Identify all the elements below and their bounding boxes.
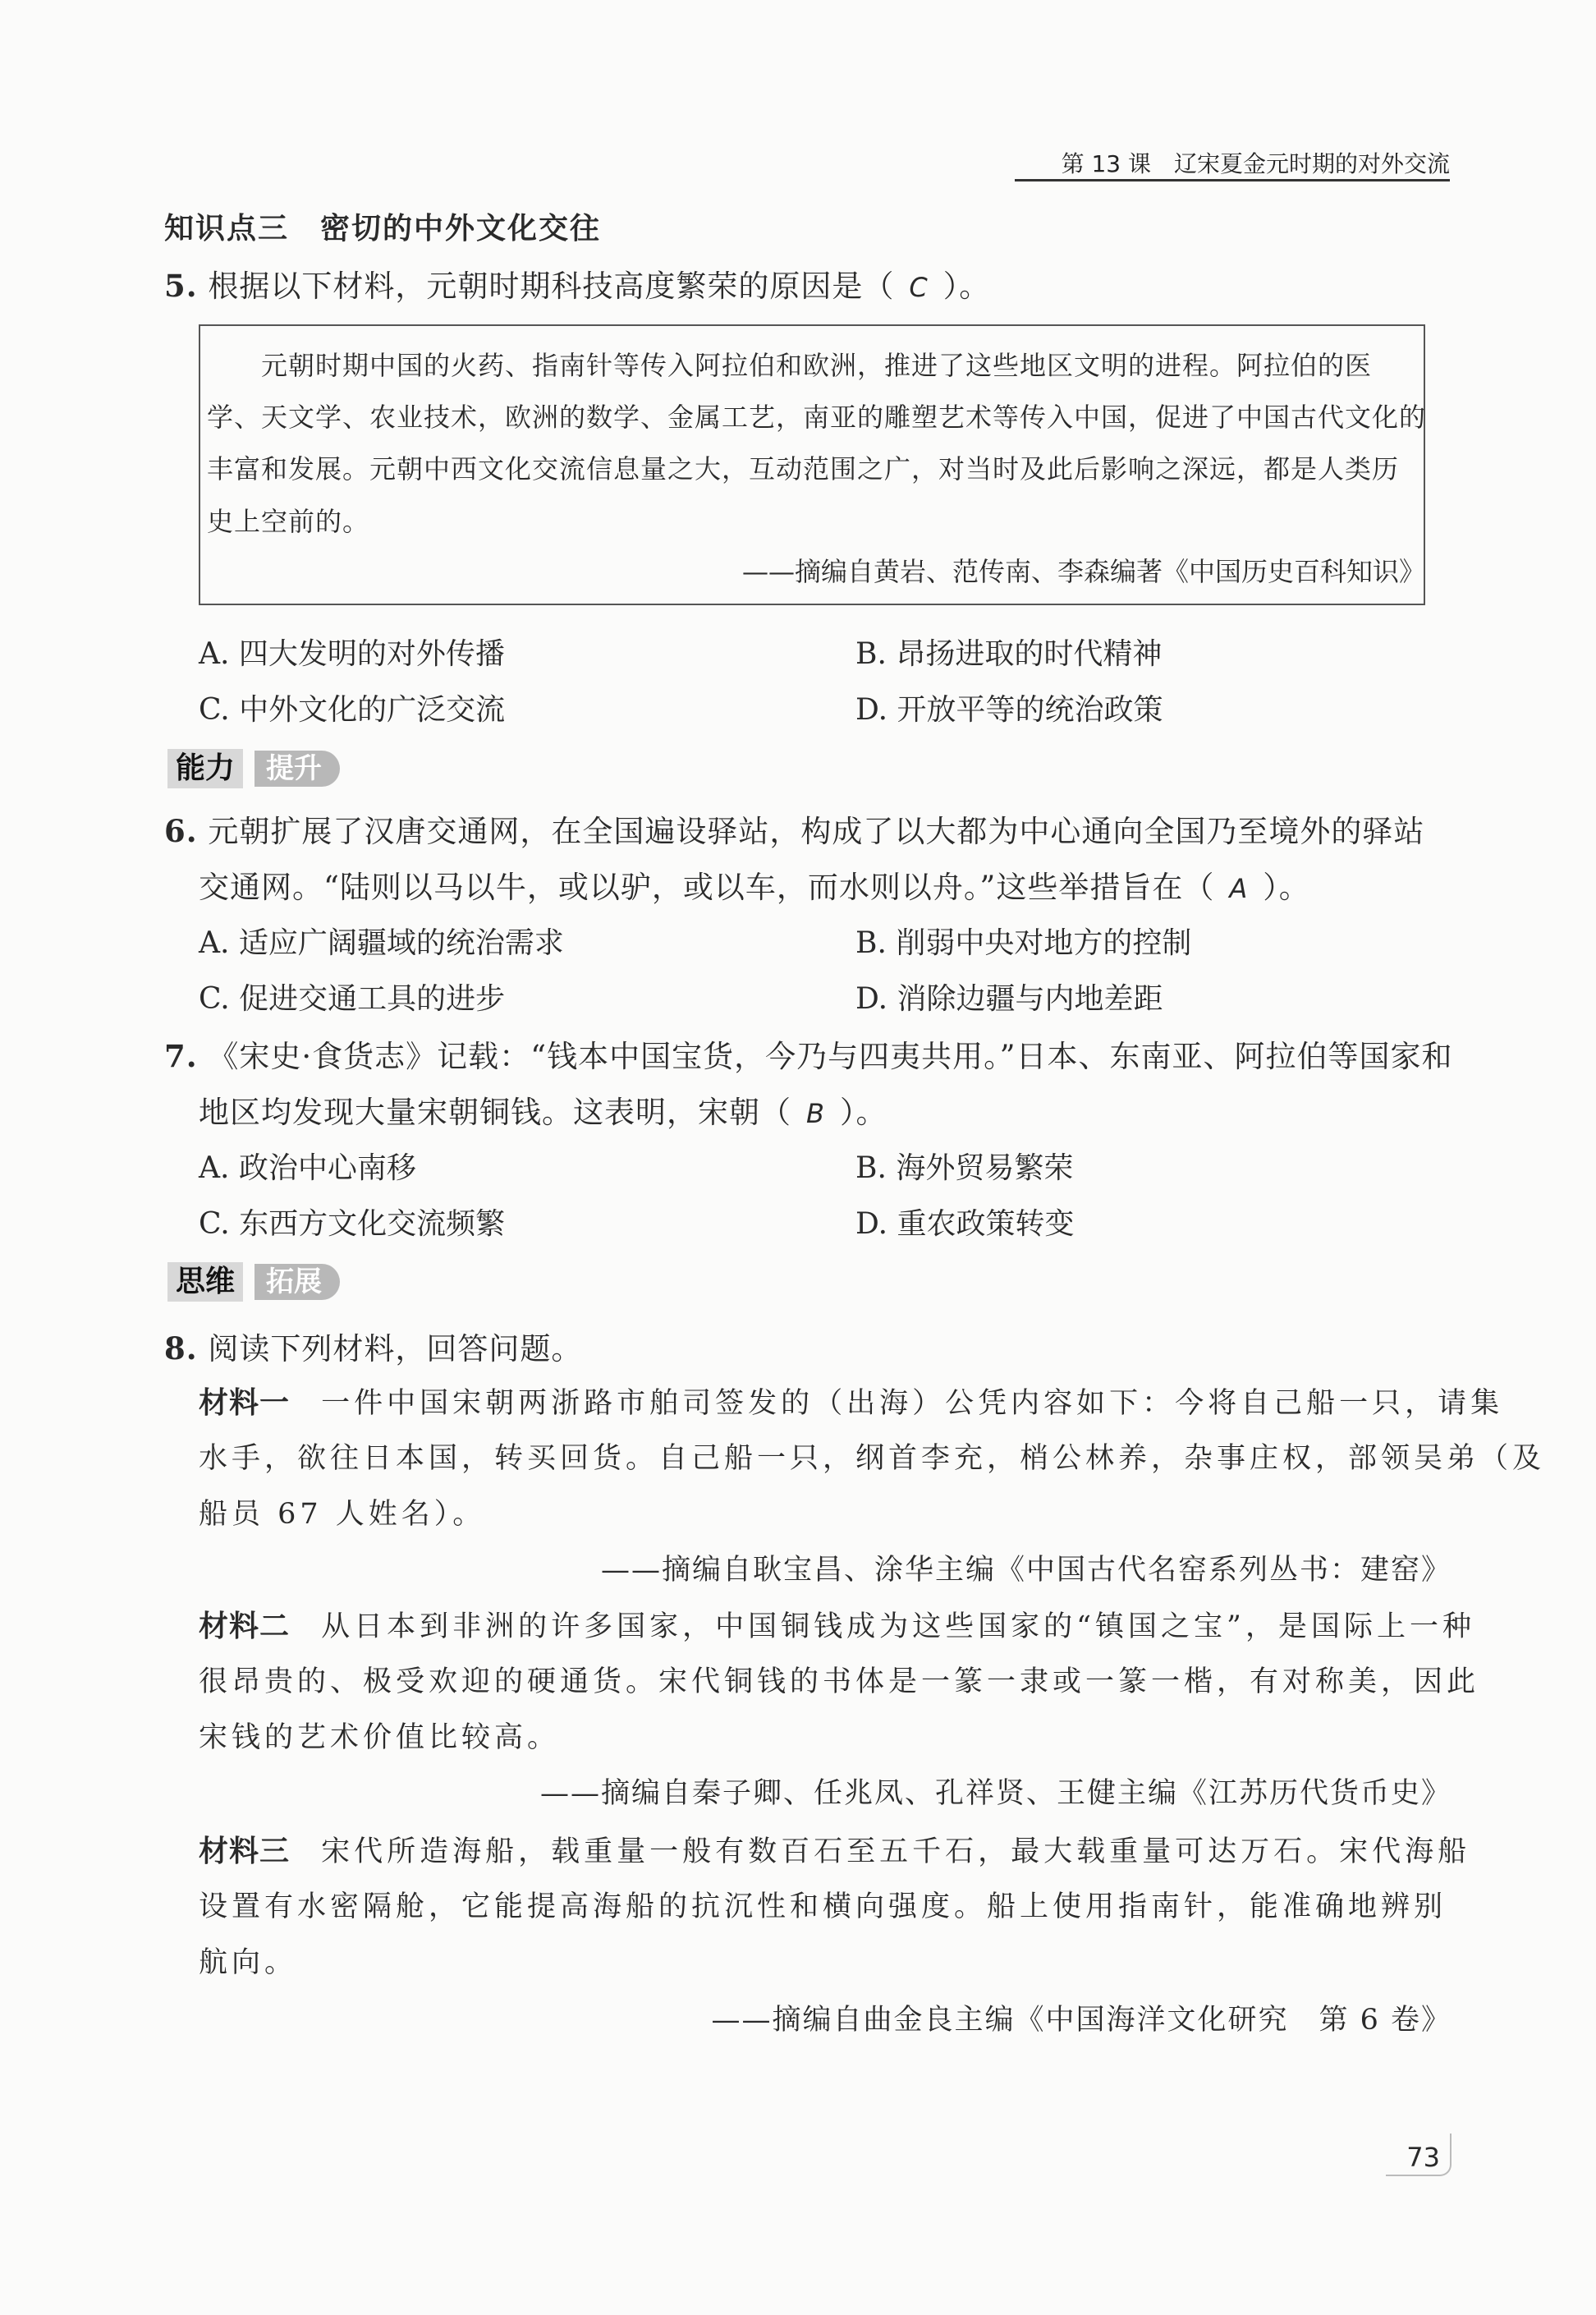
section-title: 知识点三 密切的中外文化交往 [164,212,602,246]
header-rule [1015,179,1450,181]
option-c: C. 促进交通工具的进步 [199,982,506,1016]
material-2-line-1 [199,1603,1475,1645]
badge-left: 能力 [167,749,243,788]
question-number: 7. [164,1038,198,1074]
question-8 [164,1324,582,1368]
material-source: ——摘编自曲金良主编《中国海洋文化研究 第 6 卷》 [711,2004,1452,2037]
material-3-line-1 [199,1828,1470,1870]
badge-left: 思维 [167,1262,243,1302]
question-number: 6. [164,813,198,849]
material-source: ——摘编自秦子卿、任兆凤、孔祥贤、王健主编《江苏历代货币史》 [539,1777,1452,1810]
material-line: 船员 67 人姓名）。 [199,1498,486,1531]
material-label: 材料二 [199,1609,291,1643]
badge-right: 拓展 [255,1264,340,1300]
material-line: 宋钱的艺术价值比较高。 [199,1721,561,1754]
material-text: 从日本到非洲的许多国家，中国铜钱成为这些国家的“镇国之宝”，是国际上一种 [321,1610,1475,1643]
material-line: 水手，欲往日本国，转买回货。自己船一只，纲首李充，梢公林养，杂事庄权，部领吴弟（及 [199,1442,1546,1475]
question-5 [164,261,990,305]
material-line: 航向。 [199,1946,298,1979]
material-line: 学、天文学、农业技术，欧洲的数学、金属工艺，南亚的雕塑艺术等传入中国，促进了中国古代文化的 [207,402,1427,433]
answer-mark: C [909,272,929,303]
option-b: B. 削弱中央对地方的控制 [855,926,1192,960]
question-number: 5. [164,268,198,304]
material-line: 元朝时期中国的火药、指南针等传入阿拉伯和欧洲，推进了这些地区文明的进程。阿拉伯的医 [261,350,1373,381]
option-c: C. 东西方文化交流频繁 [199,1207,506,1241]
answer-mark: B [806,1098,825,1129]
material-line: 很昂贵的、极受欢迎的硬通货。宋代铜钱的书体是一篆一隶或一篆一楷，有对称美，因此 [199,1665,1480,1698]
question-stem: 地区均发现大量宋朝铜钱。这表明，宋朝（ [199,1095,791,1130]
material-text: 一件中国宋朝两浙路市舶司签发的（出海）公凭内容如下：今将自己船一只，请集 [321,1387,1504,1420]
material-source: ——摘编自黄岩、范传南、李森编著《中国历史百科知识》 [741,556,1425,587]
material-line: 丰富和发展。元朝中西文化交流信息量之大，互动范围之广，对当时及此后影响之深远，都是人类历 [207,453,1400,485]
question-stem: 根据以下材料，元朝时期科技高度繁荣的原因是（ [208,269,895,304]
page-number: 73 [1406,2142,1440,2173]
question-stem-end: ）。 [942,269,991,304]
material-line: 史上空前的。 [207,506,370,537]
option-a: A. 四大发明的对外传播 [199,637,505,671]
option-c: C. 中外文化的广泛交流 [199,693,506,727]
material-line: 设置有水密隔舱，它能提高海船的抗沉性和横向强度。船上使用指南针，能准确地辨别 [199,1890,1447,1923]
option-d: D. 开放平等的统治政策 [855,693,1163,727]
material-label: 材料一 [199,1385,291,1420]
question-stem-end: ）。 [1263,870,1310,905]
question-stem-end: ）。 [839,1095,887,1130]
page-header: 第 13 课 辽宋夏金元时期的对外交流 [1061,150,1450,177]
material-source: ——摘编自耿宝昌、涂华主编《中国古代名窑系列丛书：建窑》 [600,1554,1452,1587]
question-stem: 《宋史·食货志》记载：“钱本中国宝货，今乃与四夷共用。”日本、东南亚、阿拉伯等国家和 [208,1039,1453,1074]
question-7-line-2 [199,1087,887,1132]
section-badge-thinking [167,1262,361,1302]
answer-mark: A [1229,873,1249,904]
option-b: B. 海外贸易繁荣 [855,1151,1074,1185]
option-a: A. 适应广阔疆域的统治需求 [199,926,564,960]
option-d: D. 重农政策转变 [855,1207,1075,1241]
material-text: 宋代所造海船，载重量一般有数百石至五千石，最大载重量可达万石。宋代海船 [321,1835,1471,1868]
badge-right: 提升 [255,751,340,787]
question-7 [164,1031,1453,1076]
question-stem: 阅读下列材料，回答问题。 [208,1331,583,1366]
option-d: D. 消除边疆与内地差距 [855,982,1163,1016]
question-6-line-2 [199,862,1310,907]
option-a: A. 政治中心南移 [199,1151,416,1185]
question-stem: 交通网。“陆则以马以牛，或以驴，或以车，而水则以舟。”这些举措旨在（ [199,870,1215,905]
material-label: 材料三 [199,1834,291,1868]
question-number: 8. [164,1330,198,1366]
option-b: B. 昂扬进取的时代精神 [855,637,1163,671]
material-1-line-1 [199,1380,1503,1422]
section-badge-ability [167,749,361,788]
question-stem: 元朝扩展了汉唐交通网，在全国遍设驿站，构成了以大都为中心通向全国乃至境外的驿站 [208,814,1425,849]
question-6 [164,806,1424,851]
